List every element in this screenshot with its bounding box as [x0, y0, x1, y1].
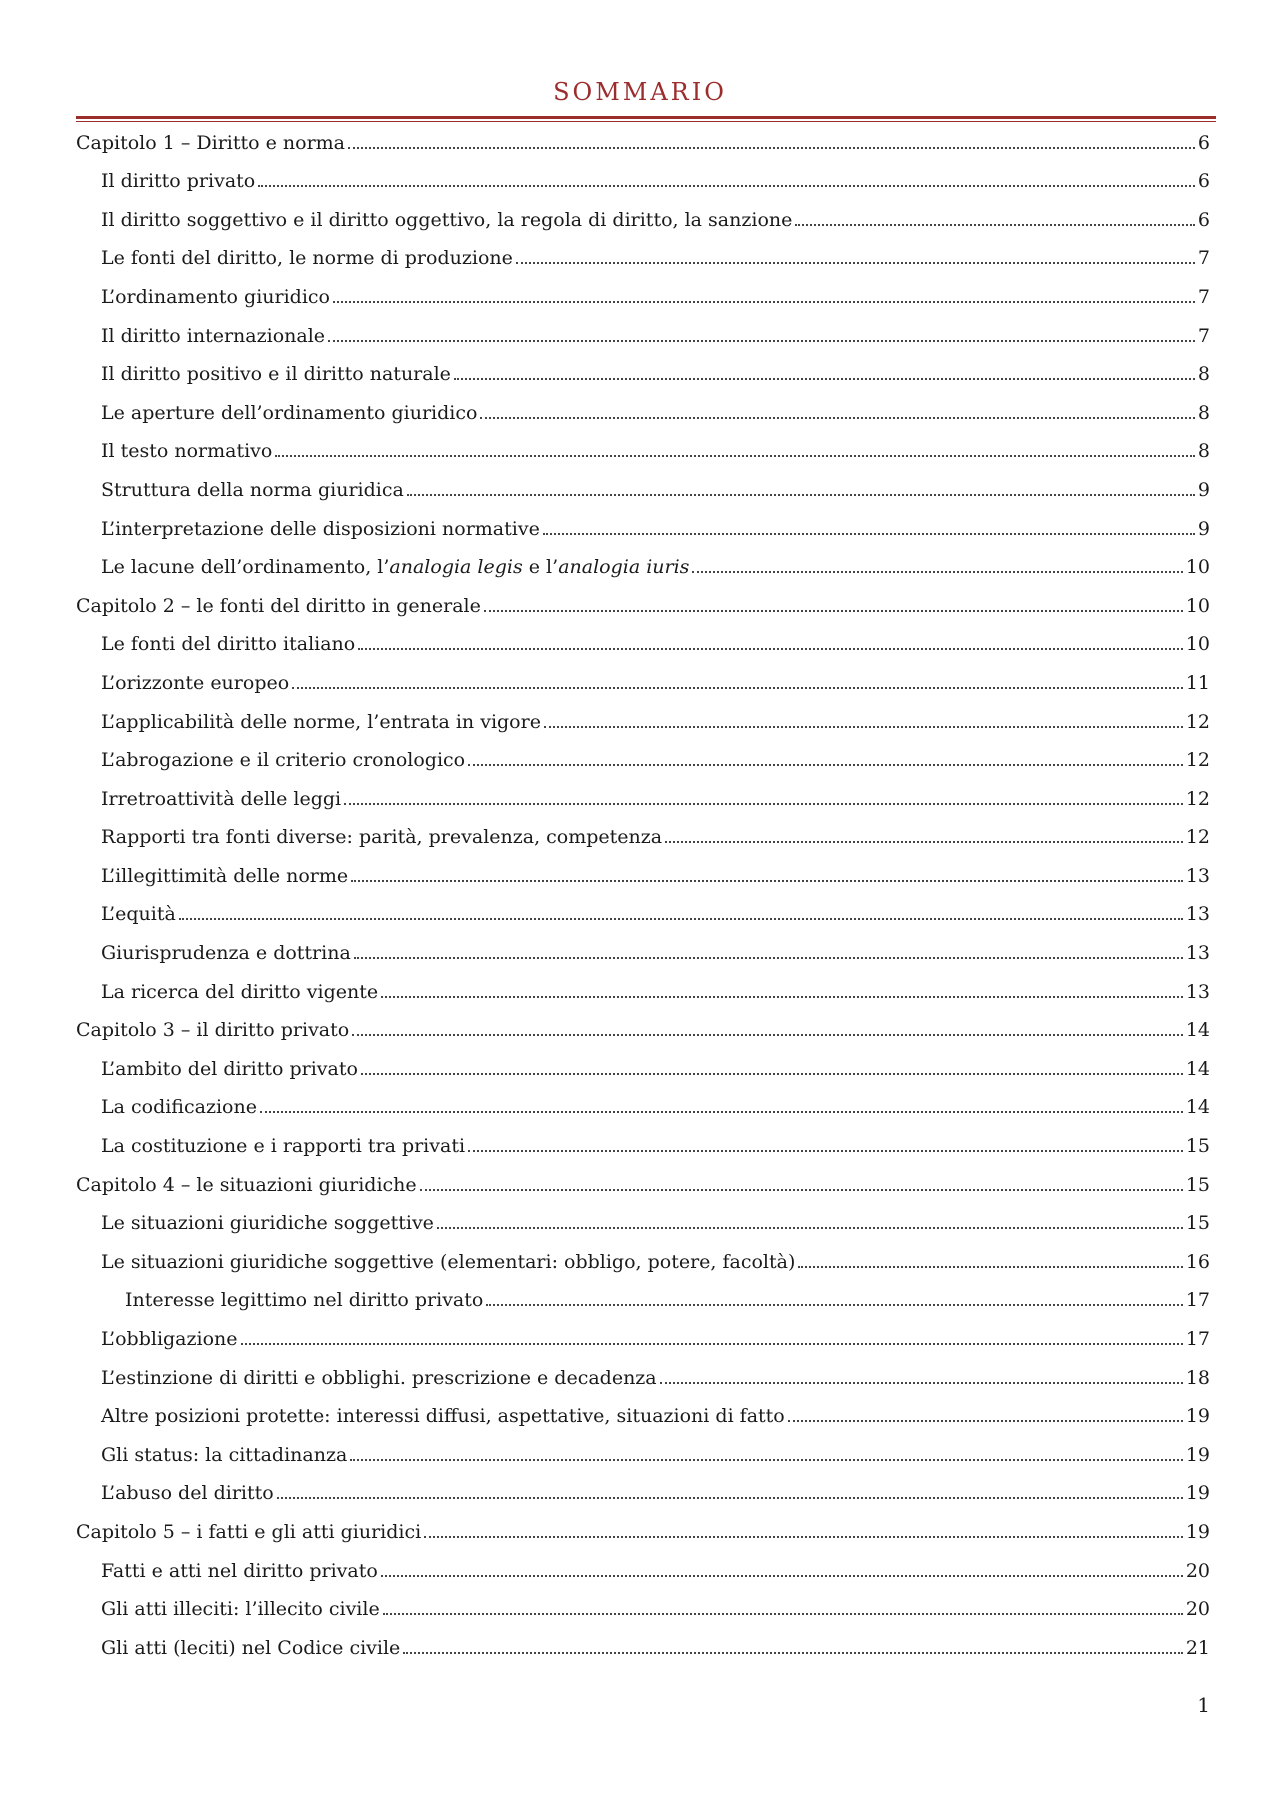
toc-entry-title: Il diritto internazionale	[101, 324, 326, 347]
toc-section-entry[interactable]	[76, 1318, 1210, 1357]
toc-entry-page: 12	[1185, 826, 1210, 849]
toc-entry-page: 6	[1197, 131, 1210, 154]
toc-chapter-entry[interactable]	[76, 1164, 1210, 1203]
table-of-contents	[76, 122, 1210, 1666]
toc-entry-page: 20	[1185, 1598, 1210, 1621]
toc-entry-page: 13	[1185, 903, 1210, 926]
toc-section-entry[interactable]	[76, 1125, 1210, 1164]
toc-entry-page: 7	[1197, 247, 1210, 270]
toc-section-entry[interactable]	[76, 315, 1210, 354]
toc-entry-title: Fatti e atti nel diritto privato	[101, 1559, 378, 1582]
toc-section-entry[interactable]	[76, 431, 1210, 470]
toc-section-entry[interactable]	[76, 354, 1210, 393]
toc-section-entry[interactable]	[76, 547, 1210, 586]
toc-entry-title: L’estinzione di diritti e obblighi. prescrizione e decadenza	[101, 1366, 657, 1389]
page-number: 1	[1197, 1693, 1210, 1717]
toc-section-entry[interactable]	[76, 855, 1210, 894]
toc-section-entry[interactable]	[76, 624, 1210, 663]
dot-leader	[292, 687, 1183, 689]
toc-entry-page: 15	[1185, 1173, 1210, 1196]
toc-entry-page: 19	[1185, 1443, 1210, 1466]
toc-entry-title: L’abuso del diritto	[101, 1482, 274, 1505]
dot-leader	[179, 918, 1183, 920]
toc-section-entry[interactable]	[76, 817, 1210, 856]
dot-leader	[348, 147, 1195, 149]
dot-leader	[383, 1613, 1183, 1615]
toc-entry-page: 19	[1185, 1482, 1210, 1505]
toc-entry-page: 7	[1197, 324, 1210, 347]
toc-entry-page: 16	[1185, 1250, 1210, 1273]
toc-entry-page: 13	[1185, 980, 1210, 1003]
dot-leader	[358, 648, 1183, 650]
toc-entry-page: 10	[1185, 556, 1210, 579]
toc-chapter-entry[interactable]	[76, 585, 1210, 624]
toc-entry-page: 12	[1185, 787, 1210, 810]
toc-entry-title: L’ordinamento giuridico	[101, 285, 330, 308]
toc-entry-title: Giurisprudenza e dottrina	[101, 942, 351, 965]
toc-section-entry[interactable]	[76, 1434, 1210, 1473]
toc-section-entry[interactable]	[76, 1589, 1210, 1628]
toc-entry-title: Gli atti (leciti) nel Codice civile	[101, 1636, 401, 1659]
dot-leader	[420, 1189, 1183, 1191]
toc-entry-title: Capitolo 5 – i fatti e gli atti giuridici	[76, 1520, 422, 1543]
toc-entry-title: L’applicabilità delle norme, l’entrata in vigore	[101, 710, 541, 733]
dot-leader	[277, 1497, 1183, 1499]
dot-leader	[275, 455, 1195, 457]
dot-leader	[795, 224, 1195, 226]
toc-entry-page: 7	[1197, 285, 1210, 308]
toc-section-entry[interactable]	[76, 1627, 1210, 1666]
toc-entry-page: 10	[1185, 633, 1210, 656]
dot-leader	[486, 1304, 1182, 1306]
toc-entry-title: L’ambito del diritto privato	[101, 1057, 358, 1080]
dot-leader	[484, 610, 1183, 612]
toc-entry-page: 10	[1185, 594, 1210, 617]
dot-leader	[516, 262, 1195, 264]
toc-entry-title: Irretroattività delle leggi	[101, 787, 342, 810]
toc-section-entry[interactable]	[76, 392, 1210, 431]
toc-entry-page: 8	[1197, 401, 1210, 424]
title-rule	[76, 116, 1216, 119]
toc-entry-page: 8	[1197, 440, 1210, 463]
toc-entry-page: 18	[1185, 1366, 1210, 1389]
toc-section-entry[interactable]	[76, 971, 1210, 1010]
toc-section-entry[interactable]	[76, 662, 1210, 701]
toc-entry-page: 20	[1185, 1559, 1210, 1582]
toc-entry-page: 15	[1185, 1135, 1210, 1158]
dot-leader	[328, 340, 1195, 342]
toc-section-entry[interactable]	[76, 1473, 1210, 1512]
toc-section-entry[interactable]	[76, 1203, 1210, 1242]
toc-section-entry[interactable]	[76, 469, 1210, 508]
dot-leader	[468, 764, 1183, 766]
toc-entry-title: Capitolo 1 – Diritto e norma	[76, 131, 346, 154]
toc-entry-page: 9	[1197, 478, 1210, 501]
toc-entry-title	[101, 555, 689, 579]
toc-entry-page: 14	[1185, 1096, 1210, 1119]
toc-entry-title: Rapporti tra fonti diverse: parità, prevalenza, competenza	[101, 826, 663, 849]
toc-section-entry[interactable]	[76, 932, 1210, 971]
toc-section-entry[interactable]	[76, 508, 1210, 547]
toc-entry-title-part: e l’	[522, 556, 559, 579]
toc-entry-title-italic: analogia iuris	[558, 556, 690, 579]
toc-entry-title: Struttura della norma giuridica	[101, 478, 404, 501]
toc-entry-title: Il diritto privato	[101, 170, 256, 193]
toc-entry-title: L’illegittimità delle norme	[101, 864, 349, 887]
toc-section-entry[interactable]	[76, 199, 1210, 238]
toc-entry-page: 13	[1185, 942, 1210, 965]
dot-leader	[344, 803, 1183, 805]
toc-entry-page: 14	[1185, 1057, 1210, 1080]
toc-entry-title: L’interpretazione delle disposizioni normative	[101, 517, 540, 540]
toc-section-entry[interactable]	[76, 1048, 1210, 1087]
toc-chapter-entry[interactable]	[76, 1511, 1210, 1550]
toc-entry-title: Capitolo 2 – le fonti del diritto in generale	[76, 594, 481, 617]
toc-entry-title: Interesse legittimo nel diritto privato	[125, 1289, 484, 1312]
dot-leader	[788, 1420, 1183, 1422]
dot-leader	[381, 1575, 1183, 1577]
toc-entry-page: 14	[1185, 1019, 1210, 1042]
toc-entry-page: 6	[1197, 208, 1210, 231]
page-title: SOMMARIO	[553, 78, 727, 106]
toc-entry-title: Capitolo 4 – le situazioni giuridiche	[76, 1173, 417, 1196]
dot-leader	[798, 1266, 1182, 1268]
toc-entry-page: 17	[1185, 1289, 1210, 1312]
dot-leader	[424, 1536, 1183, 1538]
toc-section-entry[interactable]	[76, 276, 1210, 315]
dot-leader	[468, 1150, 1183, 1152]
dot-leader	[381, 996, 1183, 998]
toc-entry-page: 6	[1197, 170, 1210, 193]
toc-section-entry[interactable]	[76, 894, 1210, 933]
dot-leader	[665, 841, 1183, 843]
toc-entry-title: Le situazioni giuridiche soggettive (elementari: obbligo, potere, facoltà)	[101, 1250, 796, 1273]
toc-entry-title: Le situazioni giuridiche soggettive	[101, 1212, 434, 1235]
toc-chapter-entry[interactable]	[76, 1010, 1210, 1049]
toc-entry-page: 19	[1185, 1405, 1210, 1428]
toc-entry-title: La costituzione e i rapporti tra privati	[101, 1135, 466, 1158]
toc-section-entry[interactable]	[76, 1241, 1210, 1280]
toc-entry-page: 8	[1197, 363, 1210, 386]
dot-leader	[480, 417, 1194, 419]
toc-entry-title: Il diritto positivo e il diritto naturale	[101, 363, 451, 386]
dot-leader	[351, 880, 1183, 882]
toc-entry-title: Gli atti illeciti: l’illecito civile	[101, 1598, 380, 1621]
toc-entry-title: Le fonti del diritto italiano	[101, 633, 356, 656]
toc-section-entry[interactable]	[76, 238, 1210, 277]
toc-section-entry[interactable]	[76, 1550, 1210, 1589]
toc-entry-page: 12	[1185, 710, 1210, 733]
toc-section-entry[interactable]	[76, 778, 1210, 817]
dot-leader	[241, 1343, 1183, 1345]
toc-entry-page: 17	[1185, 1328, 1210, 1350]
dot-leader	[454, 378, 1195, 380]
toc-section-entry[interactable]	[76, 740, 1210, 779]
toc-entry-page: 9	[1197, 517, 1210, 540]
toc-entry-page: 21	[1185, 1636, 1210, 1659]
dot-leader	[403, 1652, 1183, 1654]
toc-entry-title: Il diritto soggettivo e il diritto oggettivo, la regola di diritto, la sanzione	[101, 208, 793, 231]
toc-entry-title: Il testo normativo	[101, 440, 273, 463]
toc-entry-title: Le aperture dell’ordinamento giuridico	[101, 401, 478, 424]
toc-entry-title: L’equità	[101, 903, 176, 926]
toc-entry-title: Gli status: la cittadinanza	[101, 1443, 348, 1466]
toc-entry-title-part: Le lacune dell’ordinamento, l’	[101, 556, 390, 579]
dot-leader	[333, 301, 1195, 303]
toc-entry-title: La codificazione	[101, 1096, 257, 1119]
dot-leader	[692, 571, 1182, 573]
dot-leader	[361, 1073, 1183, 1075]
toc-entry-title-italic: analogia legis	[389, 556, 523, 579]
toc-section-entry[interactable]	[76, 1396, 1210, 1435]
toc-entry-page: 19	[1185, 1520, 1210, 1543]
toc-section-entry[interactable]	[76, 1087, 1210, 1126]
toc-entry-page: 12	[1185, 749, 1210, 772]
dot-leader	[354, 957, 1183, 959]
dot-leader	[543, 533, 1195, 535]
toc-entry-page: 13	[1185, 864, 1210, 887]
toc-entry-title: L’abrogazione e il criterio cronologico	[101, 749, 466, 772]
toc-entry-title: L’obbligazione	[101, 1328, 238, 1350]
dot-leader	[437, 1227, 1183, 1229]
toc-entry-title: Le fonti del diritto, le norme di produzione	[101, 247, 513, 270]
dot-leader	[544, 726, 1183, 728]
toc-entry-title: La ricerca del diritto vigente	[101, 980, 379, 1003]
toc-section-entry[interactable]	[76, 701, 1210, 740]
dot-leader	[407, 494, 1195, 496]
toc-entry-page: 11	[1185, 671, 1210, 694]
dot-leader	[660, 1382, 1183, 1384]
toc-section-entry[interactable]	[76, 1357, 1210, 1396]
toc-entry-page: 15	[1185, 1212, 1210, 1235]
toc-section-entry[interactable]	[76, 161, 1210, 200]
dot-leader	[352, 1034, 1183, 1036]
dot-leader	[350, 1459, 1183, 1461]
dot-leader	[260, 1111, 1183, 1113]
toc-chapter-entry[interactable]	[76, 122, 1210, 161]
toc-entry-title: Capitolo 3 – il diritto privato	[76, 1019, 350, 1042]
dot-leader	[258, 185, 1195, 187]
toc-section-entry[interactable]	[76, 1280, 1210, 1319]
toc-entry-title: L’orizzonte europeo	[101, 671, 290, 694]
toc-entry-title: Altre posizioni protette: interessi diffusi, aspettative, situazioni di fatto	[101, 1405, 785, 1428]
